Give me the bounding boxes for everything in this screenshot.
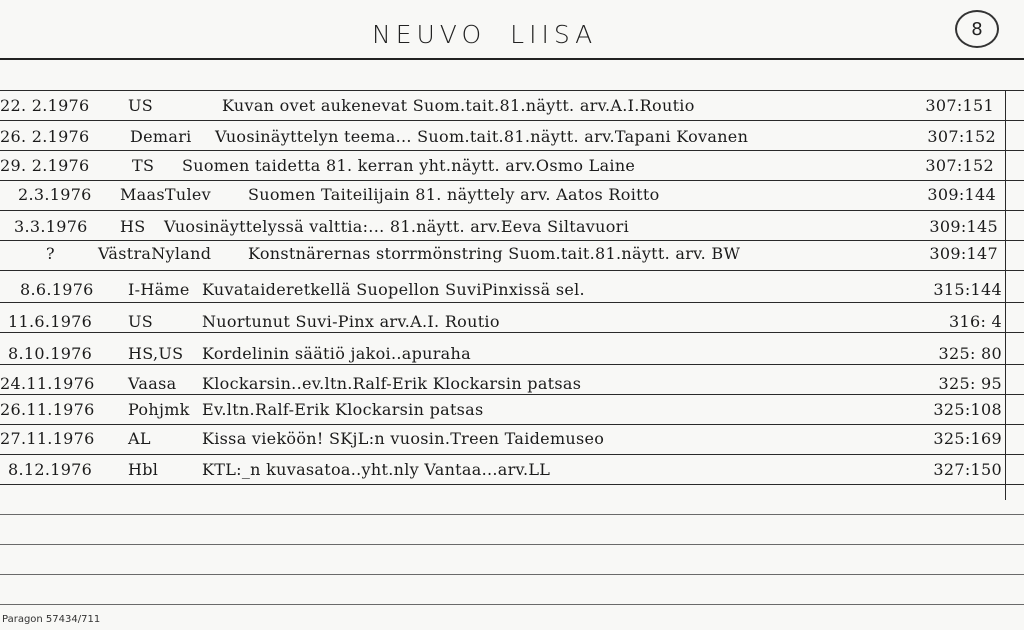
entry-source: TS	[132, 156, 155, 175]
entry-ref: 325: 95	[938, 374, 1002, 393]
entry-ref: 307:152	[927, 127, 996, 146]
entry-source: MaasTulev	[120, 185, 211, 204]
entry-row	[0, 312, 1024, 340]
entry-source: Pohjmk	[128, 400, 190, 419]
entry-ref: 325:169	[933, 429, 1002, 448]
print-footer: Paragon 57434/711	[2, 614, 101, 625]
entry-text: Suomen Taiteilijain 81. näyttely arv. Aatos Roitto	[248, 185, 660, 204]
entry-date: 8.6.1976	[20, 280, 94, 299]
entry-ref: 309:145	[929, 217, 998, 236]
entry-source: US	[128, 312, 154, 331]
entry-text: Kordelinin säätiö jakoi..apuraha	[202, 344, 471, 363]
entry-source: HS,US	[128, 344, 184, 363]
entry-ref: 315:144	[933, 280, 1002, 299]
entry-row	[0, 96, 1024, 124]
entry-text: Vuosinäyttelyssä valttia:... 81.näytt. arv.Eeva Siltavuori	[164, 217, 630, 236]
entry-row	[0, 244, 1024, 272]
entry-ref: 325:108	[933, 400, 1002, 419]
entry-row	[0, 127, 1024, 155]
entry-row	[0, 429, 1024, 457]
entry-source: AL	[128, 429, 151, 448]
entry-text: Klockarsin..ev.ltn.Ralf-Erik Klockarsin patsas	[202, 374, 582, 393]
entry-date: 26.11.1976	[0, 400, 95, 419]
entry-row	[0, 460, 1024, 488]
entry-row	[0, 156, 1024, 184]
entry-row	[0, 217, 1024, 245]
entry-ref: 309:147	[929, 244, 998, 263]
entry-ref: 327:150	[933, 460, 1002, 479]
entry-text: Suomen taidetta 81. kerran yht.näytt. arv.Osmo Laine	[182, 156, 636, 175]
entry-row	[0, 344, 1024, 372]
entry-date: 8.12.1976	[8, 460, 93, 479]
entry-date: 24.11.1976	[0, 374, 95, 393]
entry-date: 27.11.1976	[0, 429, 95, 448]
entry-source: Vaasa	[128, 374, 177, 393]
rule-line	[0, 90, 1024, 91]
entry-text: Kuvan ovet aukenevat Suom.tait.81.näytt. arv.A.I.Routio	[222, 96, 695, 115]
entry-date: ?	[46, 244, 55, 263]
entry-text: Konstnärernas storrmönstring Suom.tait.81.näytt. arv. BW	[248, 244, 741, 263]
heading-surname: NEUVO	[372, 20, 487, 49]
entry-text: Nuortunut Suvi-Pinx arv.A.I. Routio	[202, 312, 500, 331]
rule-line	[0, 574, 1024, 575]
entry-row	[0, 374, 1024, 402]
entry-text: KTL:_n kuvasatoa..yht.nly Vantaa...arv.LL	[202, 460, 551, 479]
entry-ref: 307:151	[925, 96, 994, 115]
entry-date: 26. 2.1976	[0, 127, 90, 146]
card-heading	[372, 20, 597, 49]
entry-row	[0, 280, 1024, 308]
entry-ref: 307:152	[925, 156, 994, 175]
rule-line	[0, 604, 1024, 605]
entry-date: 2.3.1976	[18, 185, 92, 204]
entry-text: Vuosinäyttelyn teema... Suom.tait.81.näytt. arv.Tapani Kovanen	[215, 127, 749, 146]
entry-ref: 325: 80	[938, 344, 1002, 363]
entry-text: Kissa vieköön! SKjL:n vuosin.Treen Taidemuseo	[202, 429, 605, 448]
entry-date: 11.6.1976	[8, 312, 93, 331]
entry-date: 29. 2.1976	[0, 156, 90, 175]
entry-row	[0, 400, 1024, 428]
entry-date: 22. 2.1976	[0, 96, 90, 115]
heading-firstname: LIISA	[510, 20, 598, 49]
entry-source: US	[128, 96, 154, 115]
entry-source: HS	[120, 217, 146, 236]
entry-row	[0, 185, 1024, 213]
entry-ref: 309:144	[927, 185, 996, 204]
entry-text: Ev.ltn.Ralf-Erik Klockarsin patsas	[202, 400, 484, 419]
entry-text: Kuvataideretkellä Suopellon SuviPinxissä sel.	[202, 280, 585, 299]
card-number-badge	[955, 10, 999, 48]
entry-date: 8.10.1976	[8, 344, 93, 363]
rule-line	[0, 544, 1024, 545]
rule-line	[0, 514, 1024, 515]
entry-source: I-Häme	[128, 280, 190, 299]
entry-source: VästraNyland	[98, 244, 212, 263]
header-rule	[0, 58, 1024, 60]
entry-date: 3.3.1976	[14, 217, 88, 236]
entry-source: Demari	[130, 127, 192, 146]
entry-source: Hbl	[128, 460, 159, 479]
entry-ref: 316: 4	[949, 312, 1002, 331]
card-number: 8	[971, 18, 983, 40]
